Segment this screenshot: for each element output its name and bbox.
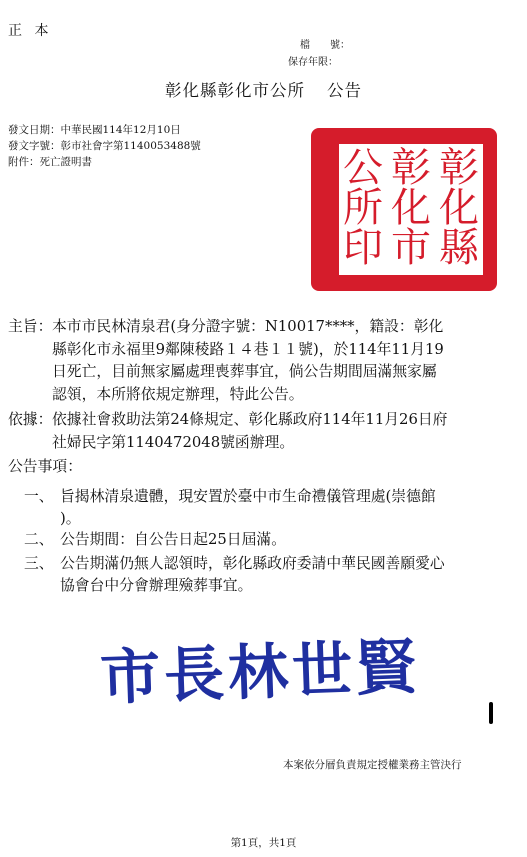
seal-glyph: 市	[391, 225, 431, 271]
seal-glyph: 所	[343, 185, 383, 231]
seal-glyph: 縣	[439, 225, 479, 271]
basis-line: 社婦民字第1140472048號函辦理。	[52, 433, 295, 451]
subject-line: 本市市民林清泉君(身分證字號：N10017****，籍設：彰化	[52, 318, 444, 335]
seal-glyph: 化	[439, 185, 479, 231]
issuing-organization: 彰化縣彰化市公所	[165, 81, 305, 100]
basis-line: 依據社會救助法第24條規定、彰化縣政府114年11月26日府	[52, 411, 448, 428]
notice-item-marker: 二、	[24, 531, 54, 548]
notice-item-line: 協會台中分會辦理殮葬事宜。	[60, 577, 253, 594]
issue-number: 發文字號：彰市社會字第1140053488號	[8, 140, 201, 152]
copy-label: 正 本	[8, 23, 53, 39]
notice-item-text	[60, 529, 286, 551]
notice-item-line: 公告期滿仍無人認領時，彰化縣政府委請中華民國善願愛心	[60, 555, 445, 572]
attachment-info: 附件：死亡證明書	[8, 156, 92, 168]
subject-text	[52, 316, 444, 406]
seal-glyph: 彰	[391, 145, 431, 191]
seal-glyph: 化	[391, 185, 431, 231]
subject-line: 縣彰化市永福里9鄰陳稜路１４巷１１號)，於114年11月19	[52, 340, 444, 358]
notice-item-line: )。	[60, 510, 81, 527]
subject-line: 日死亡，目前無家屬處理喪葬事宜，倘公告期間屆滿無家屬	[52, 363, 437, 380]
notice-label: 公告事項：	[8, 458, 82, 475]
issue-date: 發文日期：中華民國114年12月10日	[8, 124, 181, 136]
seal-glyph: 印	[343, 225, 383, 271]
notice-item-marker: 一、	[24, 488, 54, 505]
file-number-label: 檔 號：	[300, 40, 350, 51]
basis-text	[52, 409, 447, 454]
seal-glyph: 公	[343, 145, 383, 191]
notice-item-text	[60, 486, 436, 530]
notice-item-text	[60, 553, 445, 597]
subject-line: 認領，本所將依規定辦理，特此公告。	[52, 385, 304, 403]
document-title	[0, 77, 527, 101]
retention-period-label: 保存年限：	[288, 57, 338, 68]
notice-item-line: 旨揭林清泉遺體，現安置於臺中市生命禮儀管理處(崇德館	[60, 488, 436, 505]
mayor-signature-stamp: 市長林世賢	[99, 632, 422, 714]
delegation-note: 本案依分層負責規定授權業務主管決行	[283, 759, 462, 771]
basis-label: 依據：	[8, 411, 53, 428]
official-seal	[311, 128, 497, 291]
notice-item-line: 公告期間：自公告日起25日屆滿。	[60, 531, 286, 548]
ink-mark	[489, 702, 493, 724]
page-number: 第1頁，共1頁	[230, 837, 297, 849]
subject-label: 主旨：	[8, 318, 53, 335]
notice-item-marker: 三、	[24, 555, 54, 572]
seal-glyph: 彰	[439, 145, 479, 191]
document-type: 公告	[327, 81, 362, 100]
